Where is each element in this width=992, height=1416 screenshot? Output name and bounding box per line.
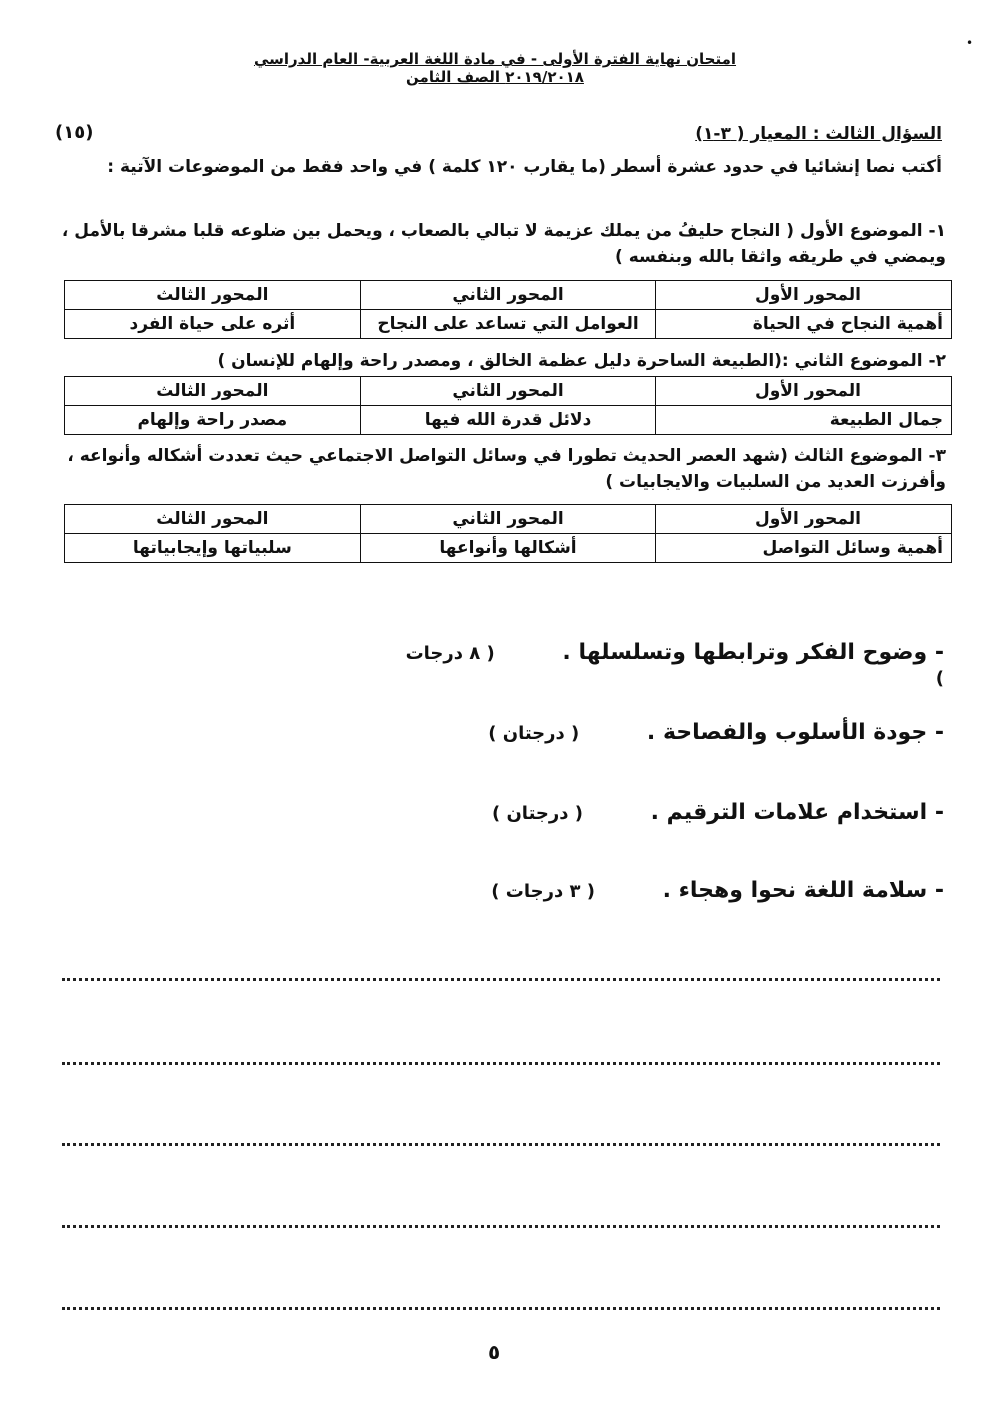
criterion-score: ( درجتان ) xyxy=(491,803,583,824)
criterion-label: - سلامة اللغة نحوا وهجاء . xyxy=(662,878,944,903)
question-instruction: أكتب نصا إنشائيا في حدود عشرة أسطر (ما يقارب ١٢٠ كلمة ) في واحد فقط من الموضوعات الآتية : xyxy=(107,157,942,177)
topic-2-axes-table xyxy=(64,376,952,435)
criterion-label: - استخدام علامات الترقيم . xyxy=(650,800,944,825)
answer-line[interactable] xyxy=(62,1307,940,1310)
exam-header: امتحان نهاية الفترة الأولى - في مادة اللغة العربية- العام الدراسي ٢٠١٩/٢٠١٨ الصف الثامن xyxy=(253,50,737,86)
table-header: المحور الأول xyxy=(656,281,952,310)
topic-1-axes-table xyxy=(64,280,952,339)
table-header: المحور الثالث xyxy=(65,281,361,310)
page-number: ٥ xyxy=(488,1340,501,1364)
table-header: المحور الثاني xyxy=(360,505,656,534)
answer-line[interactable] xyxy=(62,1225,940,1228)
topic-1-text: ١- الموضوع الأول ( النجاح حليفُ من يملك عزيمة لا تبالي بالصعاب ، ويحمل بين ضلوعه قلبا مشرقا بالأمل ، ويمضي في طريقه واثقا بالله وبنفسه ) xyxy=(61,221,946,267)
table-header: المحور الأول xyxy=(656,505,952,534)
table-cell: سلبياتها وإيجابياتها xyxy=(65,534,361,563)
table-cell: دلائل قدرة الله فيها xyxy=(360,406,656,435)
topic-2-text: ٢- الموضوع الثاني :(الطبيعة الساحرة دليل عظمة الخالق ، ومصدر راحة وإلهام للإنسان ) xyxy=(217,351,946,371)
answer-line[interactable] xyxy=(62,1143,940,1146)
criterion-label: - جودة الأسلوب والفصاحة . xyxy=(646,720,944,745)
criterion-style xyxy=(404,720,944,745)
table-cell: أثره على حياة الفرد xyxy=(65,310,361,339)
topic-3-text: ٣- الموضوع الثالث (شهد العصر الحديث تطورا في وسائل التواصل الاجتماعي حيث تعددت أشكاله وأنواعه ، وأفرزت العديد من السلبيات والايجابيات ) xyxy=(67,446,946,492)
table-header: المحور الثاني xyxy=(360,281,656,310)
table-cell: العوامل التي تساعد على النجاح xyxy=(360,310,656,339)
question-title: السؤال الثالث : المعيار ( ٣-١) xyxy=(695,124,942,144)
table-header: المحور الثالث xyxy=(65,377,361,406)
topic-3-axes-table xyxy=(64,504,952,563)
criterion-clarity xyxy=(404,640,944,690)
table-header: المحور الأول xyxy=(656,377,952,406)
criterion-punctuation xyxy=(404,800,944,825)
question-score: (١٥) xyxy=(55,122,94,143)
table-cell: أهمية النجاح في الحياة xyxy=(656,310,952,339)
corner-dot: • xyxy=(966,36,974,50)
table-header: المحور الثاني xyxy=(360,377,656,406)
table-cell: جمال الطبيعة xyxy=(656,406,952,435)
answer-line[interactable] xyxy=(62,978,940,981)
criterion-score: ( درجتان ) xyxy=(488,723,580,744)
table-cell: أهمية وسائل التواصل xyxy=(656,534,952,563)
criterion-language xyxy=(404,878,944,903)
criterion-score: ( ٨ درجات ) xyxy=(405,643,944,689)
answer-line[interactable] xyxy=(62,1062,940,1065)
table-cell: مصدر راحة وإلهام xyxy=(65,406,361,435)
table-cell: أشكالها وأنواعها xyxy=(360,534,656,563)
criterion-label: - وضوح الفكر وترابطها وتسلسلها . xyxy=(562,640,944,665)
table-header: المحور الثالث xyxy=(65,505,361,534)
criterion-score: ( ٣ درجات ) xyxy=(491,881,595,902)
